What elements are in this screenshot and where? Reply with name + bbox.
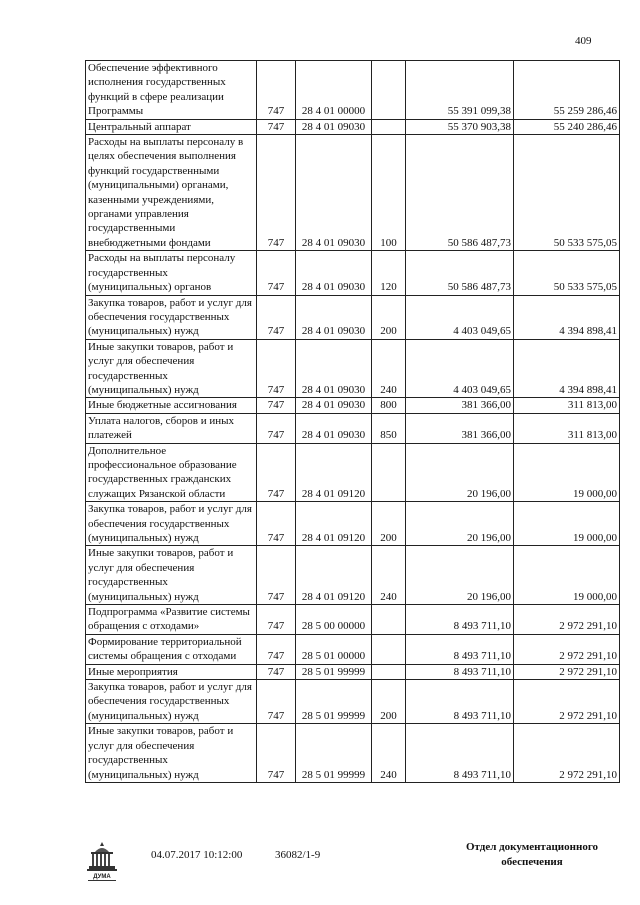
row-name: Формирование территориальной системы обращения с отходами <box>86 634 257 664</box>
row-target-article: 28 4 01 09030 <box>296 295 372 339</box>
row-target-article: 28 5 01 00000 <box>296 634 372 664</box>
row-name: Расходы на выплаты персоналу в целях обеспечения выполнения функций государственными (муниципальными) органами, казенными учреждениями, органами управления государственными внебюджетными фондами <box>86 135 257 251</box>
table-row <box>86 546 620 605</box>
row-amount-first: 20 196,00 <box>406 546 514 605</box>
row-amount-second: 19 000,00 <box>514 546 620 605</box>
row-ministry-code: 747 <box>257 339 296 398</box>
row-target-article: 28 4 01 09030 <box>296 135 372 251</box>
row-name: Закупка товаров, работ и услуг для обеспечения государственных (муниципальных) нужд <box>86 680 257 724</box>
table-row <box>86 664 620 679</box>
row-target-article: 28 5 00 00000 <box>296 605 372 635</box>
row-amount-first: 8 493 711,10 <box>406 680 514 724</box>
row-ministry-code: 747 <box>257 295 296 339</box>
footer-department: Отдел документационного обеспечения <box>465 841 599 868</box>
document-footer <box>85 840 625 890</box>
table-row <box>86 251 620 295</box>
duma-building-icon <box>85 840 119 886</box>
row-target-article: 28 4 01 09120 <box>296 546 372 605</box>
row-target-article: 28 5 01 99999 <box>296 680 372 724</box>
row-amount-second: 50 533 575,05 <box>514 251 620 295</box>
row-amount-second: 2 972 291,10 <box>514 680 620 724</box>
table-row <box>86 605 620 635</box>
row-name: Иные бюджетные ассигнования <box>86 398 257 413</box>
row-amount-second: 2 972 291,10 <box>514 605 620 635</box>
row-expense-type <box>372 664 406 679</box>
row-ministry-code: 747 <box>257 680 296 724</box>
row-ministry-code: 747 <box>257 605 296 635</box>
row-amount-first: 8 493 711,10 <box>406 724 514 783</box>
row-expense-type <box>372 605 406 635</box>
row-name: Подпрограмма «Развитие системы обращения с отходами» <box>86 605 257 635</box>
row-amount-second: 2 972 291,10 <box>514 634 620 664</box>
row-expense-type: 800 <box>372 398 406 413</box>
row-name: Уплата налогов, сборов и иных платежей <box>86 413 257 443</box>
row-expense-type: 120 <box>372 251 406 295</box>
row-ministry-code: 747 <box>257 502 296 546</box>
row-amount-second: 50 533 575,05 <box>514 135 620 251</box>
row-ministry-code: 747 <box>257 546 296 605</box>
row-name: Иные закупки товаров, работ и услуг для обеспечения государственных (муниципальных) нужд <box>86 339 257 398</box>
row-target-article: 28 4 01 09120 <box>296 443 372 502</box>
row-amount-first: 381 366,00 <box>406 413 514 443</box>
row-amount-second: 4 394 898,41 <box>514 295 620 339</box>
row-amount-second: 2 972 291,10 <box>514 724 620 783</box>
row-name: Закупка товаров, работ и услуг для обеспечения государственных (муниципальных) нужд <box>86 295 257 339</box>
row-amount-first: 50 586 487,73 <box>406 135 514 251</box>
table-row <box>86 398 620 413</box>
row-expense-type: 850 <box>372 413 406 443</box>
row-amount-first: 4 403 049,65 <box>406 339 514 398</box>
row-ministry-code: 747 <box>257 634 296 664</box>
table-row <box>86 61 620 120</box>
table-row <box>86 634 620 664</box>
row-name: Закупка товаров, работ и услуг для обеспечения государственных (муниципальных) нужд <box>86 502 257 546</box>
table-row <box>86 502 620 546</box>
row-amount-second: 55 240 286,46 <box>514 119 620 134</box>
row-target-article: 28 4 01 00000 <box>296 61 372 120</box>
row-amount-second: 4 394 898,41 <box>514 339 620 398</box>
row-amount-second: 19 000,00 <box>514 443 620 502</box>
row-name: Центральный аппарат <box>86 119 257 134</box>
row-target-article: 28 5 01 99999 <box>296 664 372 679</box>
row-amount-second: 2 972 291,10 <box>514 664 620 679</box>
row-amount-first: 55 370 903,38 <box>406 119 514 134</box>
row-expense-type <box>372 443 406 502</box>
row-ministry-code: 747 <box>257 119 296 134</box>
table-row <box>86 724 620 783</box>
row-amount-first: 50 586 487,73 <box>406 251 514 295</box>
row-name: Дополнительное профессиональное образование государственных гражданских служащих Рязанской области <box>86 443 257 502</box>
row-name: Иные закупки товаров, работ и услуг для обеспечения государственных (муниципальных) нужд <box>86 724 257 783</box>
row-ministry-code: 747 <box>257 413 296 443</box>
row-amount-first: 4 403 049,65 <box>406 295 514 339</box>
row-target-article: 28 5 01 99999 <box>296 724 372 783</box>
row-target-article: 28 4 01 09030 <box>296 339 372 398</box>
footer-date: 04.07.2017 10:12:00 <box>151 849 243 861</box>
row-target-article: 28 4 01 09030 <box>296 398 372 413</box>
row-name: Расходы на выплаты персоналу государственных (муниципальных) органов <box>86 251 257 295</box>
row-expense-type <box>372 119 406 134</box>
table-row <box>86 135 620 251</box>
row-expense-type: 200 <box>372 295 406 339</box>
row-amount-second: 55 259 286,46 <box>514 61 620 120</box>
table-row <box>86 443 620 502</box>
row-amount-first: 20 196,00 <box>406 502 514 546</box>
row-target-article: 28 4 01 09030 <box>296 119 372 134</box>
row-amount-second: 311 813,00 <box>514 398 620 413</box>
row-amount-second: 311 813,00 <box>514 413 620 443</box>
row-ministry-code: 747 <box>257 724 296 783</box>
table-row <box>86 680 620 724</box>
row-ministry-code: 747 <box>257 61 296 120</box>
logo-text: ДУМА <box>93 874 111 880</box>
page-number: 409 <box>575 35 592 47</box>
footer-doc-number: 36082/1-9 <box>275 849 321 861</box>
row-name: Иные закупки товаров, работ и услуг для обеспечения государственных (муниципальных) нужд <box>86 546 257 605</box>
table-row <box>86 413 620 443</box>
row-expense-type: 240 <box>372 724 406 783</box>
row-ministry-code: 747 <box>257 664 296 679</box>
row-amount-first: 20 196,00 <box>406 443 514 502</box>
row-expense-type: 100 <box>372 135 406 251</box>
table-row <box>86 295 620 339</box>
table-row <box>86 339 620 398</box>
row-expense-type: 200 <box>372 680 406 724</box>
row-expense-type: 200 <box>372 502 406 546</box>
row-name: Обеспечение эффективного исполнения государственных функций в сфере реализации Программы <box>86 61 257 120</box>
row-amount-first: 55 391 099,38 <box>406 61 514 120</box>
row-expense-type: 240 <box>372 339 406 398</box>
row-amount-first: 8 493 711,10 <box>406 664 514 679</box>
row-target-article: 28 4 01 09030 <box>296 413 372 443</box>
row-expense-type <box>372 634 406 664</box>
row-amount-second: 19 000,00 <box>514 502 620 546</box>
row-amount-first: 381 366,00 <box>406 398 514 413</box>
row-target-article: 28 4 01 09030 <box>296 251 372 295</box>
row-amount-first: 8 493 711,10 <box>406 605 514 635</box>
row-ministry-code: 747 <box>257 398 296 413</box>
row-target-article: 28 4 01 09120 <box>296 502 372 546</box>
row-ministry-code: 747 <box>257 135 296 251</box>
row-name: Иные мероприятия <box>86 664 257 679</box>
row-ministry-code: 747 <box>257 251 296 295</box>
budget-table <box>85 60 620 783</box>
row-expense-type: 240 <box>372 546 406 605</box>
table-row <box>86 119 620 134</box>
row-amount-first: 8 493 711,10 <box>406 634 514 664</box>
row-expense-type <box>372 61 406 120</box>
row-ministry-code: 747 <box>257 443 296 502</box>
